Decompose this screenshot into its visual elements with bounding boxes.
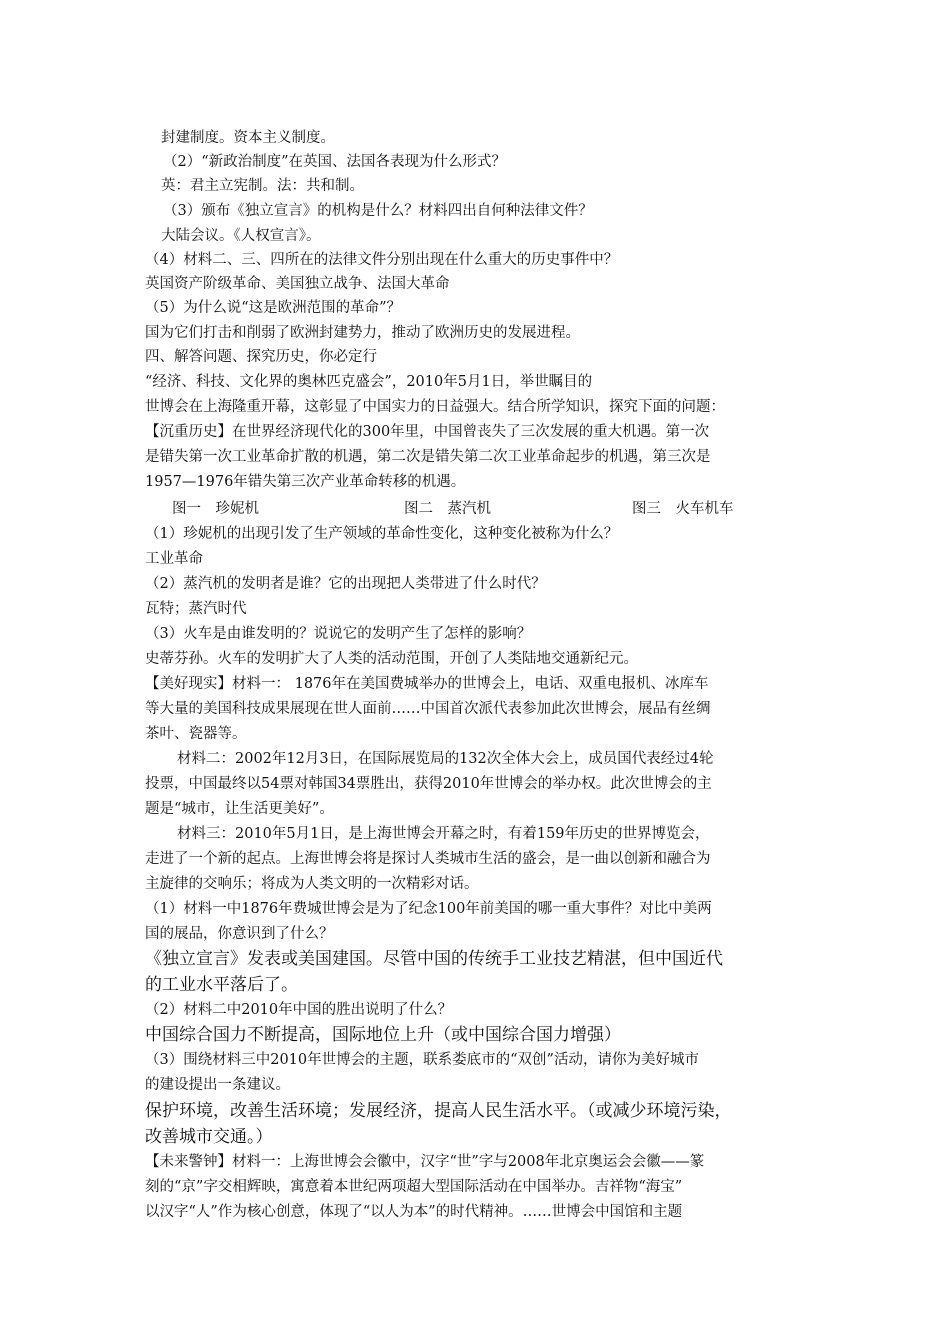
- text-line: 的建设提出一条建议。: [145, 1077, 290, 1093]
- text-line: 是错失第一次工业革命扩散的机遇，第二次是错失第二次工业革命起步的机遇，第三次是: [145, 449, 711, 465]
- text-line: （3）围绕材料三中2010年世博会的主题，联系娄底市的“双创”活动，请你为美好城市: [145, 1052, 699, 1068]
- text-line: 英国资产阶级革命、美国独立战争、法国大革命: [145, 276, 450, 292]
- text-line: （5）为什么说“这是欧洲范围的革命”？: [145, 300, 402, 316]
- text-line: 投票，中国最终以54票对韩国34票胜出，获得2010年世博会的举办权。此次世博会的主: [145, 776, 712, 792]
- text-line: 瓦特；蒸汽时代: [145, 601, 247, 617]
- text-line: （1）珍妮机的出现引发了生产领域的革命性变化，这种变化被称为什么？: [145, 526, 619, 542]
- text-line: 以汉字“人”作为核心创意，体现了“以人为本”的时代精神。……世博会中国馆和主题: [145, 1204, 683, 1220]
- text-line: 刻的“京”字交相辉映，寓意着本世纪两项超大型国际活动在中国举办。吉祥物“海宝”: [145, 1179, 683, 1195]
- text-line: 题是“城市，让生活更美好”。: [145, 801, 334, 817]
- text-line: 封建制度。资本主义制度。: [161, 130, 335, 146]
- text-line: “经济、科技、文化界的奥林匹克盛会”，2010年5月1日，举世瞩目的: [145, 374, 593, 390]
- figure-caption: 图三 火车机车: [632, 501, 734, 517]
- text-line: （2）材料二中2010年中国的胜出说明了什么？: [145, 1002, 453, 1018]
- text-line: 主旋律的交响乐；将成为人类文明的一次精彩对话。: [145, 876, 479, 892]
- text-line: 走进了一个新的起点。上海世博会将是探讨人类城市生活的盛会，是一曲以创新和融合为: [145, 851, 711, 867]
- text-line: 茶叶、瓷器等。: [145, 726, 247, 742]
- text-line: 国的展品，你意识到了什么？: [145, 926, 334, 942]
- text-line: （4）材料二、三、四所在的法律文件分别出现在什么重大的历史事件中？: [145, 252, 619, 268]
- text-line: 大陆会议。《人权宣言》。: [161, 228, 321, 244]
- text-line: 材料二：2002年12月3日，在国际展览局的132次全体大会上，成员国代表经过4轮: [177, 751, 714, 767]
- text-line: 改善城市交通。）: [145, 1127, 273, 1147]
- text-line: （3）火车是由谁发明的？说说它的发明产生了怎样的影响？: [145, 626, 532, 642]
- text-line: 保护环境，改善生活环境；发展经济，提高人民生活水平。（或减少环境污染，: [145, 1101, 732, 1121]
- text-line: （2）蒸汽机的发明者是谁？它的出现把人类带进了什么时代？: [145, 576, 546, 592]
- text-line: 史蒂芬孙。火车的发明扩大了人类的活动范围，开创了人类陆地交通新纪元。: [145, 651, 638, 667]
- text-line: 【沉重历史】在世界经济现代化的300年里，中国曾丧失了三次发展的重大机遇。第一次: [145, 424, 710, 440]
- text-line: 【未来警钟】材料一：上海世博会会徽中，汉字“世”字与2008年北京奥运会会徽——篆: [145, 1154, 705, 1170]
- figure-caption: 图一 珍妮机: [172, 501, 259, 517]
- text-line: （3）颁布《独立宣言》的机构是什么？材料四出自何种法律文件？: [163, 203, 593, 219]
- text-line: 1957—1976年错失第三次产业革命转移的机遇。: [145, 474, 466, 490]
- text-line: 工业革命: [145, 551, 203, 567]
- text-line: 中国综合国力不断提高，国际地位上升（或中国综合国力增强）: [145, 1025, 621, 1045]
- figure-caption: 图二 蒸汽机: [404, 501, 491, 517]
- text-line: （2）“新政治制度”在英国、法国各表现为什么形式？: [163, 154, 507, 170]
- text-line: 【美好现实】材料一： 1876年在美国费城举办的世博会上，电话、双重电报机、冰库车: [145, 676, 709, 692]
- text-line: 材料三：2010年5月1日，是上海世博会开幕之时，有着159年历史的世界博览会，: [177, 826, 710, 842]
- text-line: 世博会在上海隆重开幕，这彰显了中国实力的日益强大。结合所学知识，探究下面的问题：: [145, 399, 725, 415]
- text-line: 《独立宣言》发表或美国建国。尽管中国的传统手工业技艺精湛，但中国近代: [145, 949, 723, 969]
- text-line: 的工业水平落后了。: [145, 975, 298, 995]
- text-line: 国为它们打击和削弱了欧洲封建势力，推动了欧洲历史的发展进程。: [145, 325, 580, 341]
- text-line: 等大量的美国科技成果展现在世人面前……中国首次派代表参加此次世博会，展品有丝绸: [145, 701, 711, 717]
- text-line: 四、解答问题、探究历史，你必定行: [145, 349, 377, 365]
- text-line: 英：君主立宪制。法：共和制。: [161, 178, 364, 194]
- text-line: （1）材料一中1876年费城世博会是为了纪念100年前美国的哪一重大事件？对比中美两: [145, 901, 712, 917]
